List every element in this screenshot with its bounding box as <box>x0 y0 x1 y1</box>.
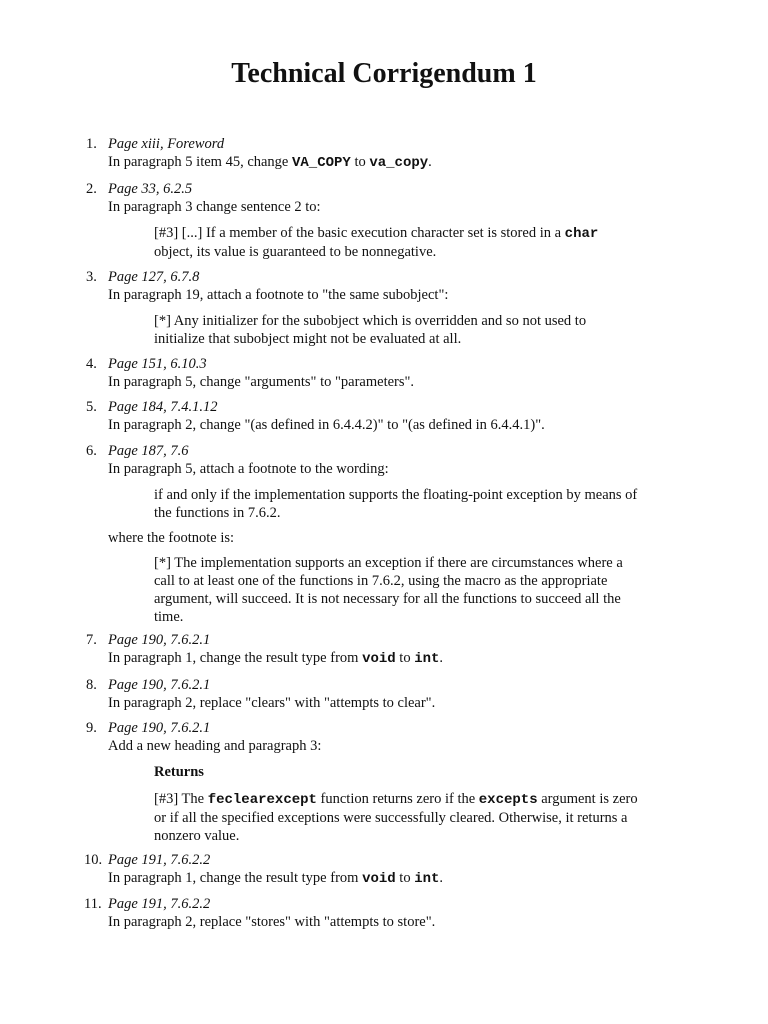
item-reference: Page 187, 7.6 <box>108 443 189 459</box>
item-reference: Page 190, 7.6.2.1 <box>108 720 211 736</box>
item-number: 1. <box>86 136 97 152</box>
item-instruction: In paragraph 19, attach a footnote to "the same subobject": <box>108 287 449 303</box>
item-reference: Page 191, 7.6.2.2 <box>108 896 211 912</box>
item-number: 6. <box>86 443 97 459</box>
item-number: 2. <box>86 181 97 197</box>
item-reference: Page 151, 6.10.3 <box>108 356 207 372</box>
item-instruction: In paragraph 3 change sentence 2 to: <box>108 199 321 215</box>
item-number: 8. <box>86 677 97 693</box>
item-instruction: In paragraph 2, replace "clears" with "attempts to clear". <box>108 695 436 711</box>
item-number: 11. <box>84 896 102 912</box>
item-number: 9. <box>86 720 97 736</box>
footnote-text: [*] The implementation supports an exception if there are circumstances where a call to at least one of the functions in 7.6.2, using the macro as the appropriate argument, will succeed. It is not necessary for all the functions to succeed all the time. <box>154 555 623 625</box>
item-number: 3. <box>86 269 97 285</box>
item-instruction: Add a new heading and paragraph 3: <box>108 738 322 754</box>
item-reference: Page 190, 7.6.2.1 <box>108 677 211 693</box>
item-instruction: In paragraph 5 item 45, change VA_COPY to va_copy. <box>108 154 432 171</box>
returns-heading: Returns <box>154 764 204 780</box>
quoted-text: if and only if the implementation supports the floating-point exception by means of the functions in 7.6.2. <box>154 487 638 521</box>
item-instruction: In paragraph 2, change "(as defined in 6.4.4.2)" to "(as defined in 6.4.4.1)". <box>108 417 545 433</box>
item-instruction: In paragraph 1, change the result type from void to int. <box>108 650 444 667</box>
quoted-text: [*] Any initializer for the subobject which is overridden and so not used to initialize that subobject might not be evaluated at all. <box>154 313 587 347</box>
item-instruction: In paragraph 5, attach a footnote to the wording: <box>108 461 389 477</box>
item-reference: Page 190, 7.6.2.1 <box>108 632 211 648</box>
item-reference: Page 33, 6.2.5 <box>108 181 193 197</box>
item-instruction: In paragraph 1, change the result type from void to int. <box>108 870 444 887</box>
item-number: 7. <box>86 632 97 648</box>
item-instruction: In paragraph 5, change "arguments" to "parameters". <box>108 374 415 390</box>
item-reference: Page 127, 6.7.8 <box>108 269 200 285</box>
quoted-text: [#3] The feclearexcept function returns zero if the excepts argument is zero or if all the specified exceptions were successfully cleared. Otherwise, it returns a nonzero value. <box>154 791 638 844</box>
item-reference: Page 184, 7.4.1.12 <box>108 399 218 415</box>
item-number: 4. <box>86 356 97 372</box>
item-reference: Page xiii, Foreword <box>108 136 225 152</box>
item-instruction: In paragraph 2, replace "stores" with "attempts to store". <box>108 914 436 930</box>
item-instruction: where the footnote is: <box>108 530 235 546</box>
page-title: Technical Corrigendum 1 <box>231 58 537 89</box>
item-number: 10. <box>84 852 103 868</box>
item-number: 5. <box>86 399 97 415</box>
quoted-text: [#3] [...] If a member of the basic execution character set is stored in a char object, its value is guaranteed to be nonnegative. <box>154 225 599 260</box>
item-reference: Page 191, 7.6.2.2 <box>108 852 211 868</box>
